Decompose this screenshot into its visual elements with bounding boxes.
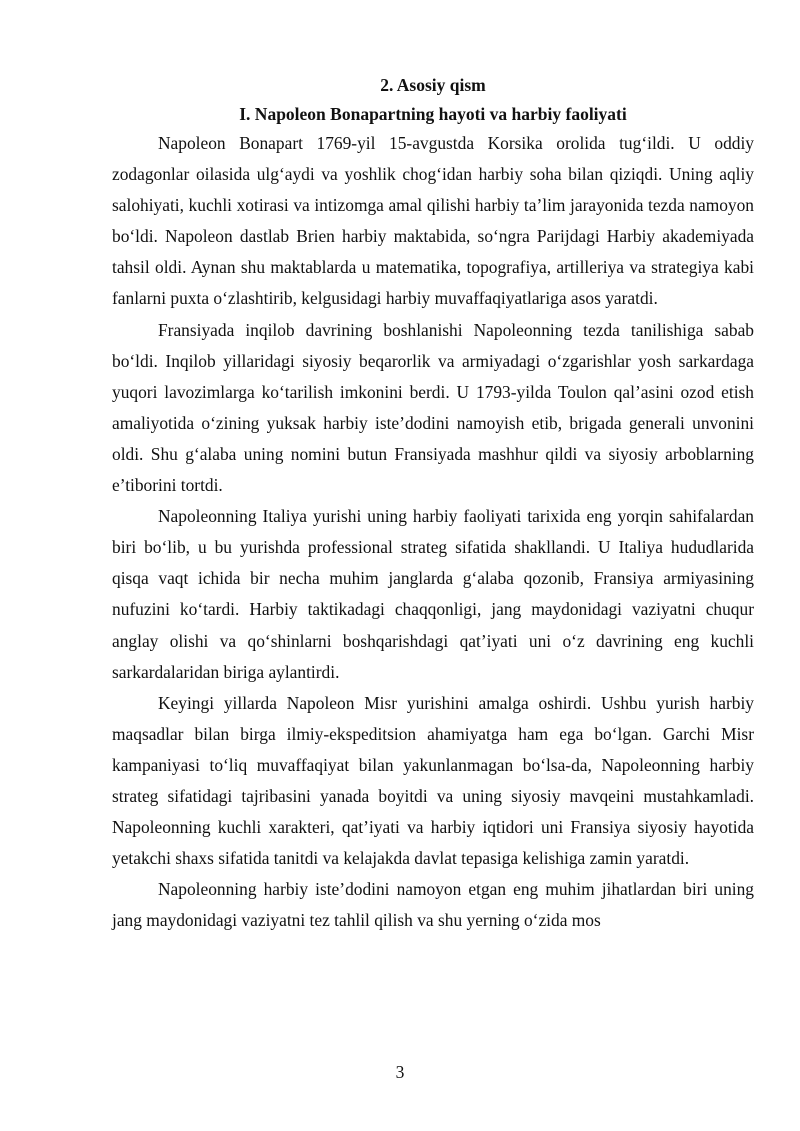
chapter-title: I. Napoleon Bonapartning hayoti va harbiy faoliyati xyxy=(239,104,627,124)
paragraph: Keyingi yillarda Napoleon Misr yurishini amalga oshirdi. Ushbu yurish harbiy maqsadlar bilan birga ilmiy-ekspeditsion ahamiyatga ham ega bo‘lgan. Garchi Misr kampaniyasi to‘liq muvaffaqiyat bilan yakunlanmagan bo‘lsa-da, Napoleonning harbiy strateg sifatidagi tajribasini yanada boyitdi va uning siyosiy mavqeini mustahkamladi. Napoleonning kuchli xarakteri, qat’iyati va harbiy iqtidori uni Fransiya siyosiy hayotida yetakchi shaxs sifatida tanitdi va kelajakda davlat tepasiga kelishiga zamin yaratdi. xyxy=(112,692,754,869)
paragraph: Napoleon Bonapart 1769-yil 15-avgustda Korsika orolida tug‘ildi. U oddiy zodagonlar oilasida ulg‘aydi va yoshlik chog‘idan harbiy soha bilan qiziqdi. Uning aqliy salohiyati, kuchli xotirasi va intizomga amal qilishi harbiy ta’lim jarayonida tezda namoyon bo‘ldi. Napoleon dastlab Brien harbiy maktabida, so‘ngra Parijdagi Harbiy akademiyada tahsil oldi. Aynan shu maktablarda u matematika, topografiya, artilleriya va strategiya kabi fanlarni puxta o‘zlashtirib, kelgusidagi harbiy muvaffaqiyatlariga asos yaratdi. xyxy=(112,133,754,309)
paragraph: Napoleonning harbiy iste’dodini namoyon etgan eng muhim jihatlardan biri uning jang maydonidagi vaziyatni tez tahlil qilish va shu yerning o‘zida mos xyxy=(112,879,754,931)
page-number: 3 xyxy=(395,1062,405,1082)
paragraph: Napoleonning Italiya yurishi uning harbiy faoliyati tarixida eng yorqin sahifalardan biri bo‘lib, u bu yurishda professional strateg sifatida shakllandi. U Italiya hududlarida qisqa vaqt ichida bir necha muhim janglarda g‘alaba qozonib, Fransiya armiyasining nufuzini ko‘tardi. Harbiy taktikadagi chaqqonligi, jang maydonidagi vaziyatni chuqur anglay olishi va qo‘shinlarni boshqarishdagi qat’iyati uni o‘z davrining eng kuchli sarkardalaridan biriga aylantirdi. xyxy=(112,506,754,682)
document-page xyxy=(112,72,754,936)
paragraph: Fransiyada inqilob davrining boshlanishi Napoleonning tezda tanilishiga sabab bo‘ldi. Inqilob yillaridagi siyosiy beqarorlik va armiyadagi o‘zgarishlar yosh sarkardaga yuqori lavozimlarga ko‘tarilish imkonini berdi. U 1793-yilda Toulon qal’asini ozod etish amaliyotida o‘zining yuksak harbiy iste’dodini namoyish etib, brigada generali unvonini oldi. Shu g‘alaba uning nomini butun Fransiyada mashhur qildi va siyosiy arboblarning e’tiborini tortdi. xyxy=(112,319,754,496)
section-title: 2. Asosiy qism xyxy=(380,75,486,95)
